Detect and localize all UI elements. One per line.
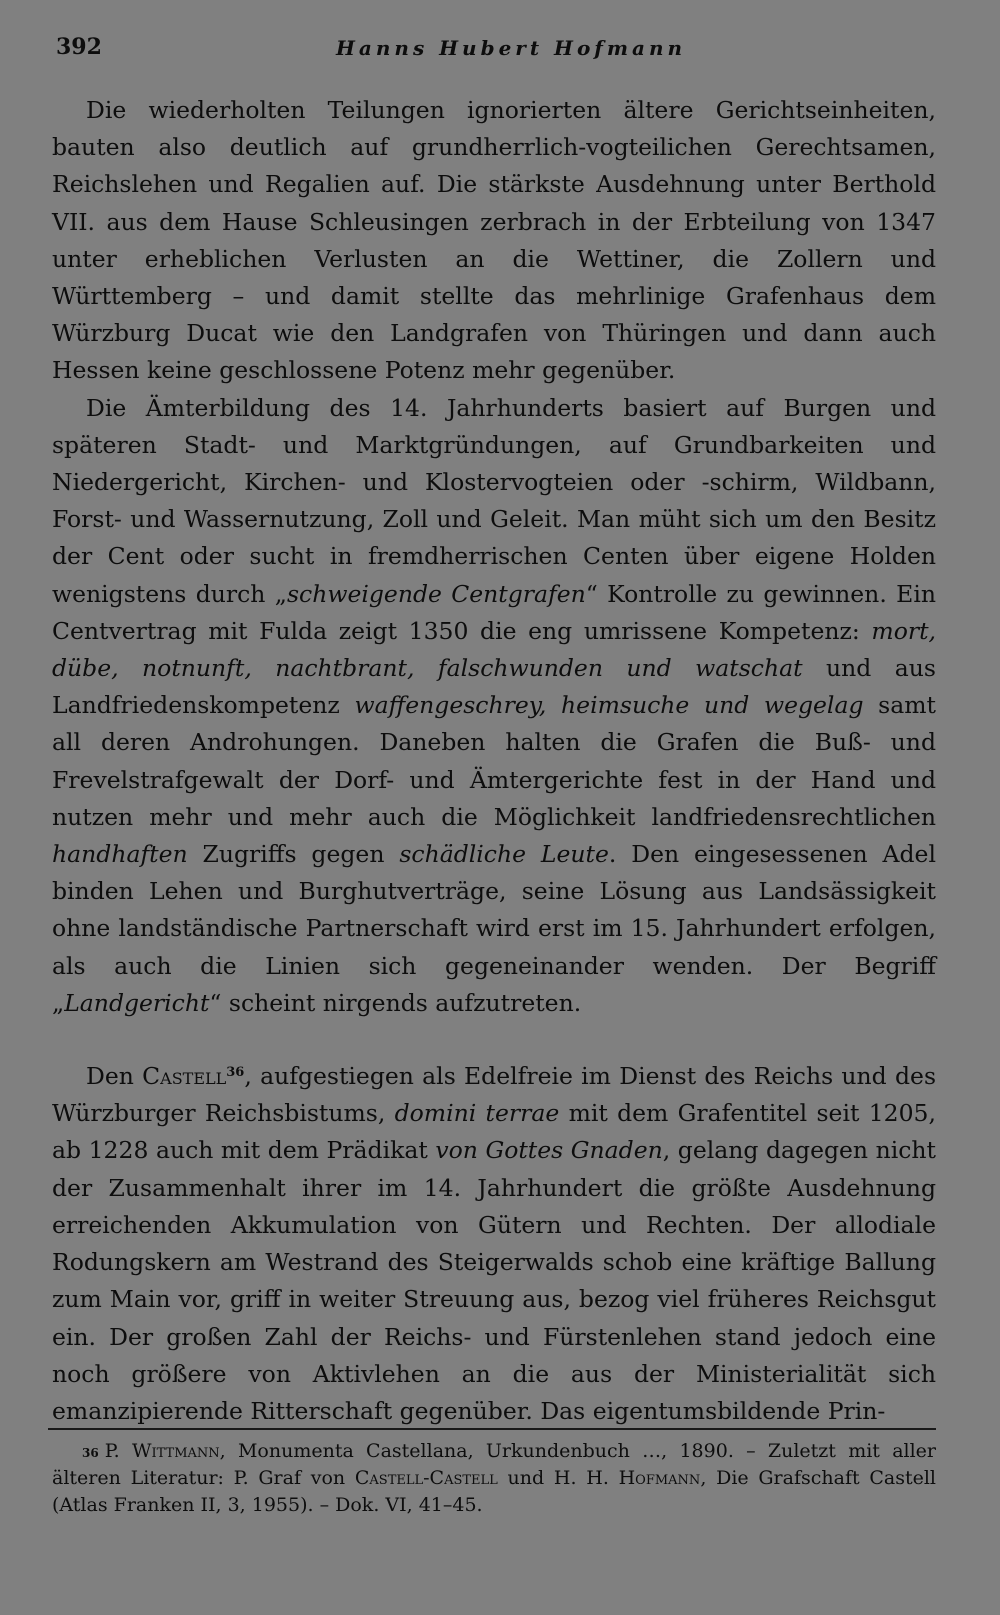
page-number: 392	[56, 34, 102, 60]
italic-term: mort, dübe, notnunft, nachtbrant, falschwunden und watschat	[52, 616, 936, 683]
footnote-36	[52, 1438, 936, 1519]
italic-term: schädliche Leute	[399, 840, 609, 869]
italic-term: von Gottes Gnaden	[435, 1136, 663, 1165]
text-run: “ Kontrolle zu gewinnen. Ein Centvertrag mit Fulda zeigt 1350 die eng umrissene Kompetenz:	[52, 579, 936, 645]
text-run: P.	[104, 1440, 132, 1462]
text-run: und aus Landfriedenskompetenz	[52, 654, 936, 720]
text-run: und H. H.	[497, 1467, 619, 1489]
footnote	[52, 1438, 936, 1519]
text-run: , gelang dagegen nicht der Zusammenhalt ihrer im 14. Jahrhundert die größte Ausdehnung erreichenden Akkumulation von Gütern und Rechten. Der allodiale Rodungskern am Westrand des Steigerwalds schob eine kräftige Ballung zum Main vor, griff in weiter Streuung aus, bezog viel früheres Reichsgut ein. Der großen Zahl der Reichs- und Fürstenlehen stand jedoch eine noch größere von Aktivlehen an die aus der Ministerialität sich emanzipierende Ritterschaft gegenüber. Das eigentumsbildende Prin-	[52, 1136, 936, 1425]
italic-term: schweigende Centgrafen	[286, 579, 586, 608]
footnote-mark: 36	[82, 1446, 99, 1460]
text-run: “ scheint nirgends aufzutreten.	[209, 988, 582, 1017]
text-run: mit dem Grafentitel seit 1205, ab 1228 auch mit dem Prädikat	[52, 1099, 936, 1165]
text-run: , aufgestiegen als Edelfreie im Dienst des Reichs und des Würzburger Reichsbistums,	[52, 1062, 937, 1128]
footnote-divider	[48, 1428, 936, 1430]
italic-term: waffengeschrey, heimsuche und wegelag	[354, 691, 864, 720]
small-caps-name: Castell	[142, 1062, 227, 1091]
text-run: . Den eingesessenen Adel binden Lehen und Burghutverträge, seine Lösung aus Landsässigkeit ohne landständische Partnerschaft wird erst im 15. Jahrhundert erfolgen, als auch die Linien sich gegeneinander wenden. Der Begriff „	[52, 840, 936, 1017]
small-caps-name: Hofmann	[618, 1467, 701, 1489]
paragraph-3	[52, 1058, 936, 1430]
text-run: samt all deren Androhungen. Daneben halten die Grafen die Buß- und Frevelstrafgewalt der Dorf- und Ämtergerichte fest in der Hand und nutzen mehr und mehr auch die Möglichkeit landfriedensrechtlichen	[52, 691, 936, 831]
small-caps-name: Wittmann	[131, 1440, 220, 1462]
paragraph-1: Die wiederholten Teilungen ignorierten ältere Gerichtseinheiten, bauten also deutlich auf grundherrlich-vogteilichen Gerechtsamen, Reichslehen und Regalien auf. Die stärkste Ausdehnung unter Berthold VII. aus dem Hause Schleusingen zerbrach in der Erbteilung von 1347 unter erheblichen Verlusten an die Wettiner, die Zollern und Württemberg – und damit stellte das mehrlinige Grafenhaus dem Würzburg Ducat wie den Landgrafen von Thüringen und dann auch Hessen keine geschlossene Potenz mehr gegenüber.	[52, 96, 936, 385]
text-run: Zugriffs gegen	[187, 840, 400, 869]
italic-term: domini terrae	[394, 1099, 560, 1128]
text-run: Den	[86, 1062, 143, 1091]
paragraph-2	[52, 390, 936, 1022]
text-run: Die Ämterbildung des 14. Jahrhunderts basiert auf Burgen und späteren Stadt- und Marktgründungen, auf Grundbarkeiten und Niedergericht, Kirchen- und Klostervogteien oder -schirm, Wildbann, Forst- und Wassernutzung, Zoll und Geleit. Man müht sich um den Besitz der Cent oder sucht in fremdherrischen Centen über eigene Holden wenigstens durch „	[52, 393, 936, 608]
text-run: , Monumenta Castellana, Urkundenbuch …, 1890. – Zuletzt mit aller älteren Literatur: P. Graf von	[52, 1440, 936, 1489]
body-text	[52, 92, 936, 1430]
page-header	[56, 34, 936, 68]
small-caps-name: Castell-Castell	[354, 1467, 498, 1489]
italic-term: Landgericht	[64, 988, 210, 1017]
text-run: , Die Grafschaft Castell (Atlas Franken II, 3, 1955). – Dok. VI, 41–45.	[52, 1467, 937, 1516]
running-title: Hanns Hubert Hofmann	[336, 36, 687, 60]
footnote-reference: 36	[226, 1065, 245, 1081]
italic-term: handhaften	[52, 840, 188, 869]
